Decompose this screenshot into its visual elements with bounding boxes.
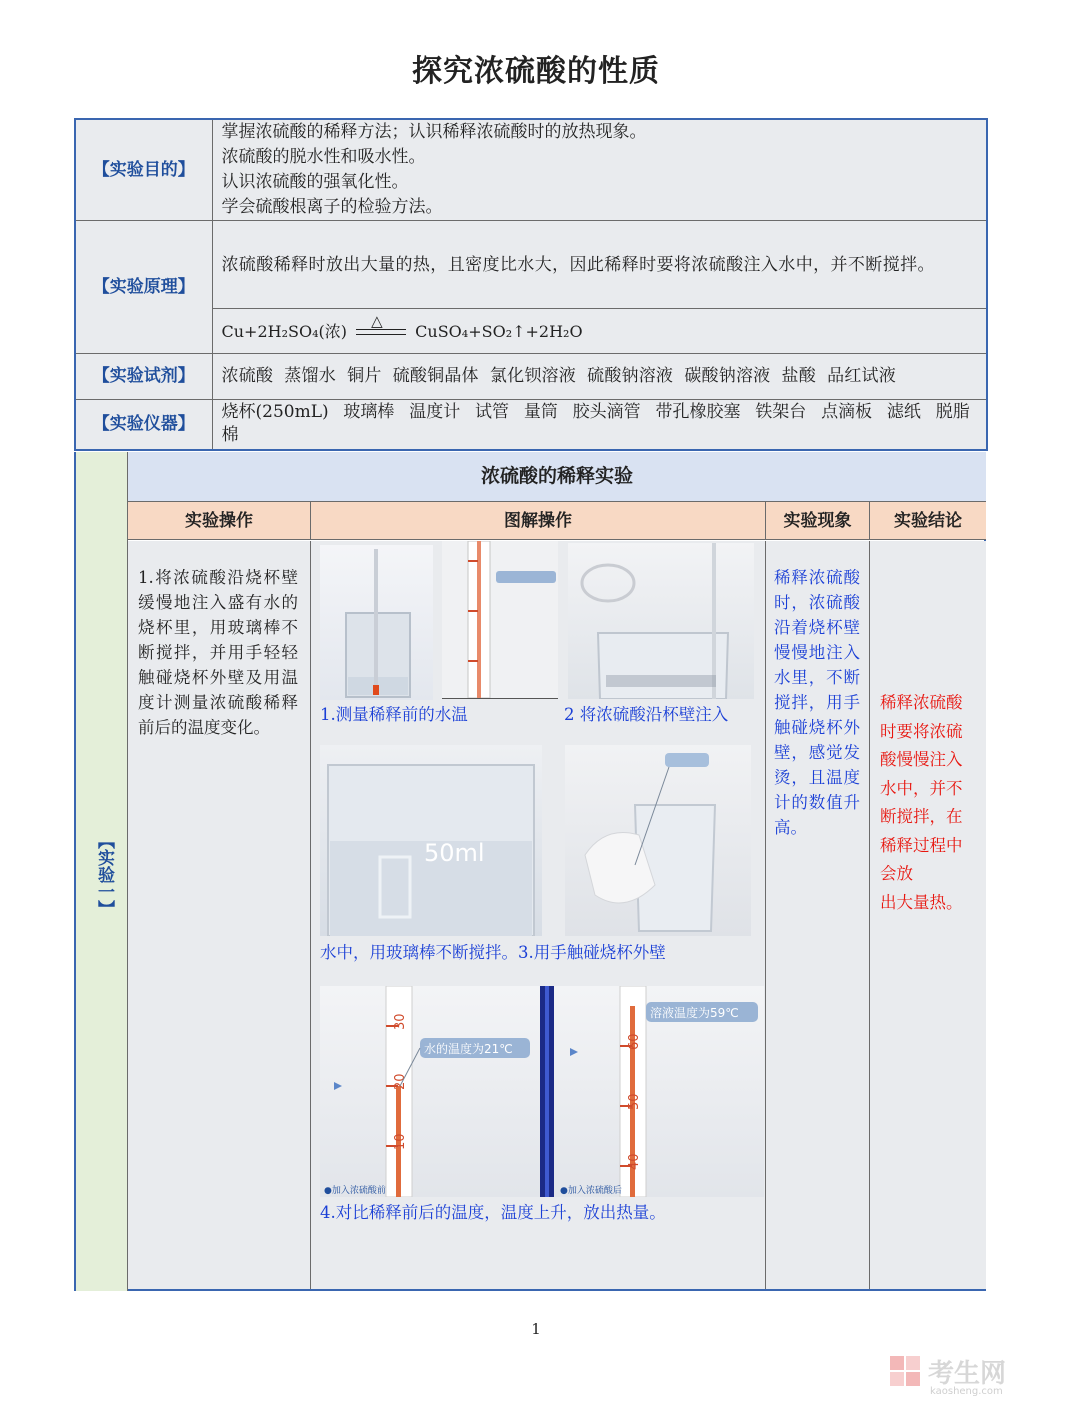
- principle-row: [75, 221, 987, 309]
- apparatus-label: 【实验仪器】: [75, 400, 212, 450]
- pouring-image: [568, 543, 754, 699]
- photo-pouring-acid: [568, 543, 754, 699]
- conclusion-line: 会放: [880, 864, 913, 883]
- apparatus-row: [75, 400, 987, 450]
- watermark-url: kaosheng.com: [930, 1386, 1003, 1396]
- header-conclusion: 实验结论: [870, 502, 986, 540]
- conclusion-line: 酸慢慢注入: [880, 750, 963, 769]
- beaker-thermometer-image: [320, 545, 433, 700]
- header-operation: 实验操作: [128, 502, 311, 540]
- scale-label: 40: [627, 1153, 642, 1170]
- header-illustration: 图解操作: [311, 502, 766, 540]
- conclusion-cell: [870, 541, 986, 1289]
- side-label-text: 【实验一】: [94, 832, 114, 917]
- operation-cell: [128, 541, 311, 1289]
- principle-text: 浓硫酸稀释时放出大量的热，且密度比水大，因此稀释时要将浓硫酸注入水中，并不断搅拌。: [212, 221, 987, 309]
- conclusion-line: 时要将浓硫: [880, 721, 963, 741]
- water-temp-label: 水的温度为21℃: [424, 1042, 513, 1056]
- conclusion-text: [880, 689, 980, 917]
- reagents-text: 浓硫酸 蒸馏水 铜片 硫酸铜晶体 氯化钡溶液 硫酸钠溶液 碳酸钠溶液 盐酸 品红试液: [212, 354, 987, 400]
- stirring-image: [320, 745, 542, 936]
- photo-temp-after: [540, 986, 764, 1197]
- conclusion-line: 稀释过程中: [880, 835, 963, 855]
- after-label: ●加入浓硫酸后: [560, 1186, 622, 1196]
- reagents-row: [75, 354, 987, 400]
- temp-after-image: [540, 986, 764, 1197]
- illustration-cell: [311, 541, 766, 1289]
- equals-line: [356, 329, 406, 330]
- hand-touch-image: [565, 745, 751, 936]
- photo-temp-before: [320, 986, 540, 1197]
- solution-temp-label: 溶液温度为59℃: [650, 1006, 739, 1020]
- conclusion-line: 断搅拌，在: [880, 807, 963, 826]
- phenomenon-text: 稀释浓硫酸时，浓硫酸沿着烧杯壁慢慢地注入水里，不断搅拌，用手触碰烧杯外壁，感觉发烫，且温度计的数值升高。: [774, 568, 860, 837]
- conclusion-line: 出大量热。: [880, 892, 963, 912]
- conclusion-line: 水中，并不: [880, 778, 963, 798]
- purpose-content: [212, 119, 987, 221]
- watermark-logo: [888, 1352, 1058, 1396]
- caption-3: 水中，用玻璃棒不断搅拌。3.用手触碰烧杯外壁: [320, 943, 666, 962]
- conclusion-line: 稀释浓硫酸: [880, 693, 963, 712]
- purpose-line: 认识浓硫酸的强氧化性。: [221, 172, 409, 192]
- heat-condition: △: [371, 312, 383, 330]
- photo-thermometer-scale: [442, 541, 558, 699]
- scale-label: 20: [393, 1073, 408, 1090]
- thermometer-scale-image: [442, 541, 558, 698]
- purpose-label: 【实验目的】: [75, 119, 212, 221]
- equation-product: CuSO₄+SO₂↑+2H₂O: [415, 321, 583, 341]
- caption-2: 2 将浓硫酸沿杯壁注入: [564, 705, 729, 724]
- experiment-info-table: [74, 118, 988, 451]
- apparatus-text: 烧杯(250mL) 玻璃棒 温度计 试管 量筒 胶头滴管 带孔橡胶塞 铁架台 点滴板 滤纸 脱脂棉: [212, 400, 987, 450]
- before-label: ●加入浓硫酸前: [324, 1186, 386, 1196]
- equals-heat-sign: [356, 312, 406, 341]
- operation-text: 1.将浓硫酸沿烧杯壁缓慢地注入盛有水的烧杯里，用玻璃棒不断搅拌，并用手轻轻触碰烧杯外壁及用温度计测量浓硫酸稀释前后的温度变化。: [138, 568, 298, 737]
- photo-water-temp: [320, 545, 433, 700]
- temp-before-image: [320, 986, 540, 1197]
- scale-label: 30: [393, 1013, 408, 1030]
- scale-label: 60: [627, 1033, 642, 1050]
- header-phenomenon: 实验现象: [766, 502, 870, 540]
- purpose-row: [75, 119, 987, 221]
- reaction-equation: [212, 309, 987, 354]
- purpose-line: 掌握浓硫酸的稀释方法；认识稀释浓硫酸时的放热现象。: [221, 122, 647, 142]
- page-title: 探究浓硫酸的性质: [412, 54, 660, 89]
- photo-hand-touch: [565, 745, 751, 936]
- equals-line: [356, 334, 406, 335]
- principle-label: 【实验原理】: [75, 221, 212, 354]
- purpose-line: 浓硫酸的脱水性和吸水性。: [221, 147, 426, 167]
- scale-label: 50: [627, 1093, 642, 1110]
- equation-row: [75, 309, 987, 354]
- photo-stirring: [320, 745, 542, 936]
- reagents-label: 【实验试剂】: [75, 354, 212, 400]
- caption-1: 1.测量稀释前的水温: [320, 705, 468, 724]
- experiment-one-side-label: [76, 452, 128, 1291]
- purpose-line: 学会硫酸根离子的检验方法。: [221, 197, 443, 217]
- phenomenon-cell: [766, 541, 870, 1289]
- watermark-icon: [888, 1352, 1058, 1396]
- watermark-name: 考生网: [928, 1359, 1007, 1389]
- equation-reactant: Cu+2H₂SO₄(浓): [221, 321, 347, 341]
- page-number: 1: [531, 1320, 541, 1338]
- beaker-mark: 50ml: [424, 839, 485, 867]
- section-title: 浓硫酸的稀释实验: [128, 452, 986, 502]
- scale-label: 10: [393, 1133, 408, 1150]
- caption-4: 4.对比稀释前后的温度，温度上升，放出热量。: [320, 1203, 666, 1222]
- experiment-one-section: [74, 452, 986, 1291]
